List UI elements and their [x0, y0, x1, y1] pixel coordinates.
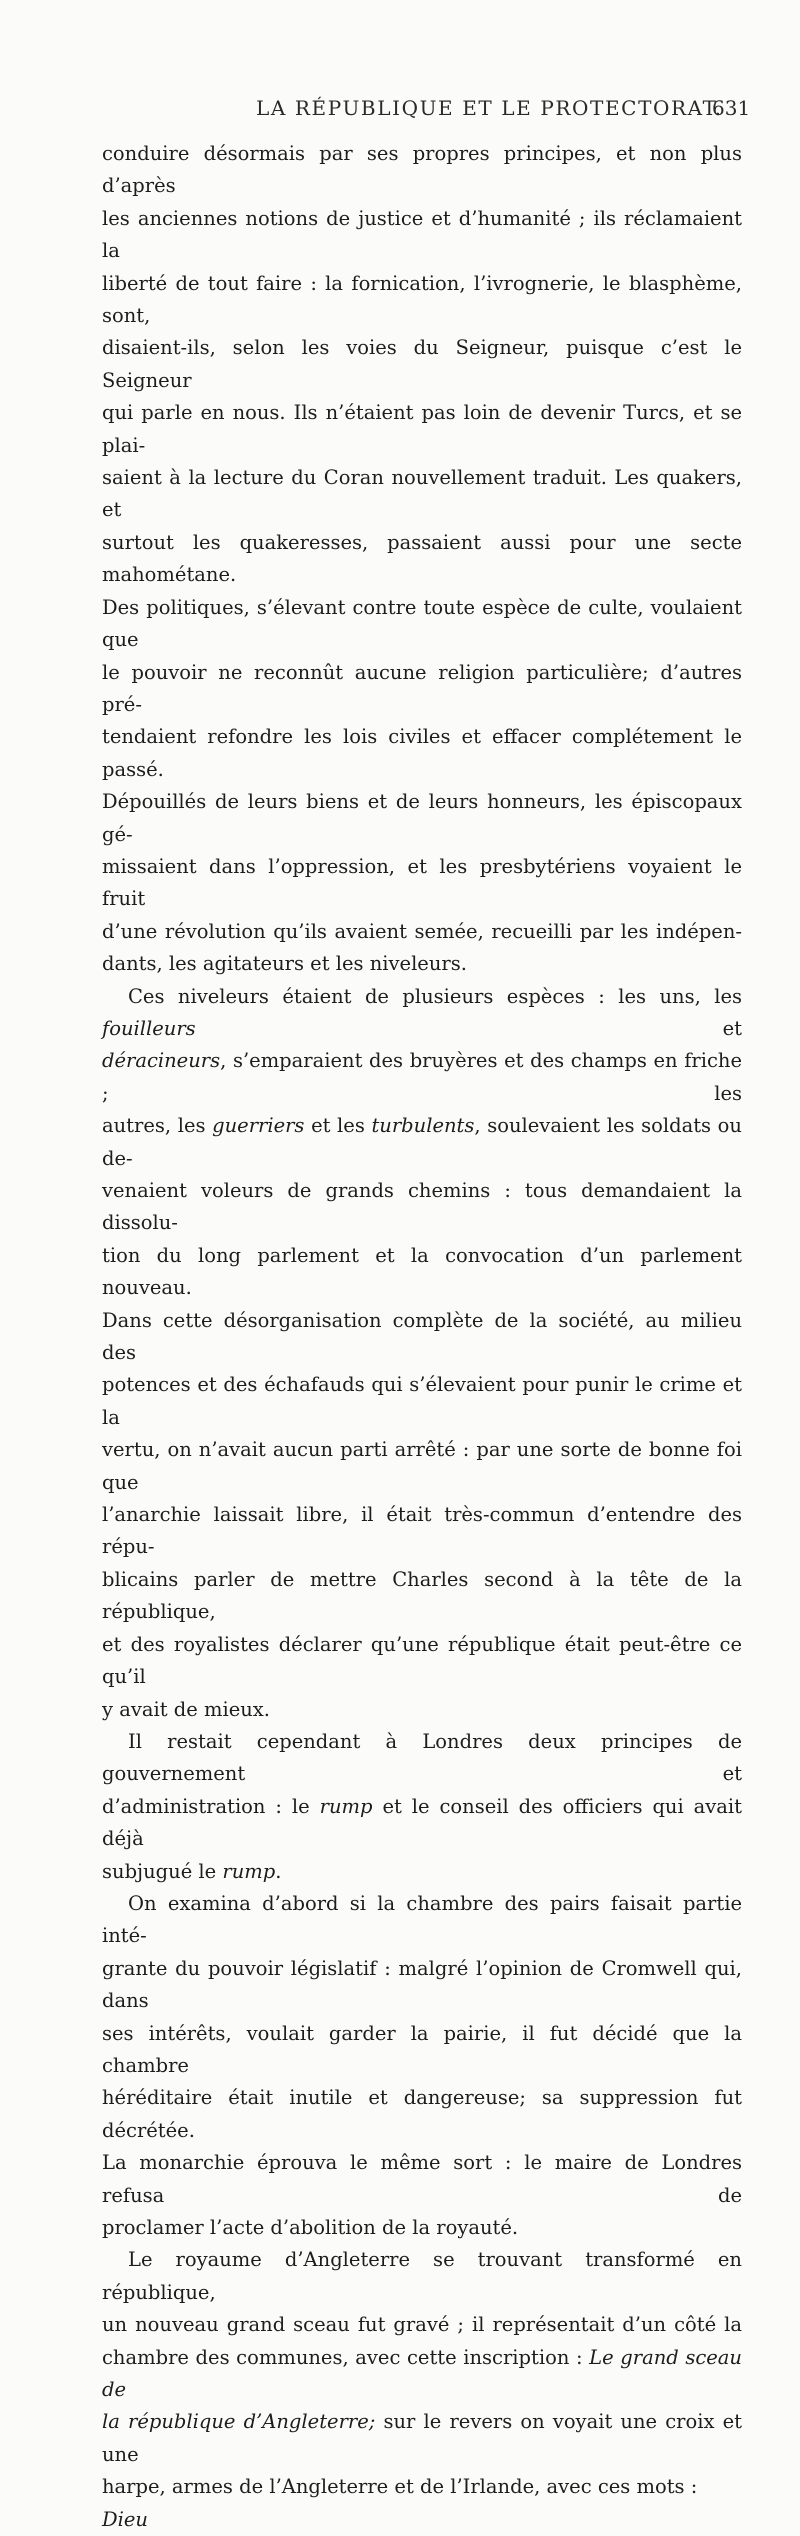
- text-run: harpe, armes de l’Angleterre et de l’Irlande, avec ces mots :: [102, 2475, 698, 2499]
- text-run: subjugué le: [102, 1859, 223, 1883]
- text-line: [102, 851, 742, 916]
- italic-text: déracineurs: [102, 1049, 221, 1073]
- text-line: [102, 981, 742, 1046]
- text-line: [102, 657, 742, 722]
- text-run: et les: [304, 1114, 372, 1138]
- text-line: [102, 786, 742, 851]
- text-line: [102, 721, 742, 786]
- italic-text: fouilleurs: [102, 1016, 196, 1040]
- text-line: [102, 1175, 742, 1240]
- text-line: [102, 1564, 742, 1629]
- text-run: proclamer l’acte d’abolition de la royauté.: [102, 2216, 519, 2239]
- text-run: autres, les: [102, 1114, 213, 1138]
- text-run: tendaient refondre les lois civiles et effacer complétement le passé.: [102, 725, 742, 781]
- text-line: [102, 2244, 742, 2309]
- text-run: Il restait cependant à Londres deux principes de gouvernement et: [102, 1729, 742, 1786]
- text-run: sur le revers on voyait une croix et une: [102, 2410, 742, 2466]
- text-run: d’une révolution qu’ils avaient semée, recueilli par les indépen-: [102, 919, 742, 943]
- text-line: [102, 203, 742, 268]
- italic-text: rump: [222, 1859, 276, 1883]
- text-line: [102, 527, 742, 592]
- text-run: Le royaume d’Angleterre se trouvant transformé en république,: [102, 2248, 742, 2304]
- text-line: [102, 1369, 742, 1434]
- italic-text: Dieu: [102, 2507, 148, 2531]
- text-line: [102, 2471, 742, 2536]
- text-run: liberté de tout faire : la fornication, l’ivrognerie, le blasphème, sont,: [102, 271, 742, 328]
- text-run: qui parle en nous. Ils n’étaient pas loin de devenir Turcs, et se plai-: [102, 401, 742, 457]
- page-number: 631: [712, 96, 751, 120]
- text-run: chambre des communes, avec cette inscription :: [102, 2345, 590, 2369]
- text-line: [102, 1888, 742, 1953]
- text-line: [102, 916, 742, 948]
- text-line: [102, 1726, 742, 1791]
- text-run: et: [195, 1016, 742, 1040]
- text-line: [102, 2018, 742, 2083]
- text-run: Dans cette désorganisation complète de la société, au milieu des: [102, 1308, 742, 1365]
- italic-text: Le grand sceau de: [102, 2345, 742, 2402]
- text-line: [102, 1499, 742, 1564]
- text-line: [102, 397, 742, 462]
- text-run: blicains parler de mettre Charles second à la tête de la république,: [102, 1567, 742, 1624]
- text-line: [102, 2147, 742, 2212]
- paragraph: [102, 981, 742, 1726]
- text-line: [102, 1240, 742, 1305]
- body-text: [102, 138, 742, 2536]
- text-run: les anciennes notions de justice et d’humanité ; ils réclamaient la: [102, 206, 742, 263]
- text-run: .: [275, 1859, 282, 1883]
- text-run: Des politiques, s’élevant contre toute espèce de culte, voulaient que: [102, 595, 742, 652]
- text-run: dants, les agitateurs et les niveleurs.: [102, 952, 467, 976]
- running-head: LA RÉPUBLIQUE ET LE PROTECTORAT.: [256, 96, 723, 120]
- text-line: [102, 332, 742, 397]
- text-run: le pouvoir ne reconnût aucune religion particulière; d’autres pré-: [102, 660, 742, 716]
- text-line: [102, 592, 742, 657]
- text-run: venaient voleurs de grands chemins : tous demandaient la dissolu-: [102, 1179, 742, 1235]
- text-run: missaient dans l’oppression, et les presbytériens voyaient le fruit: [102, 854, 742, 911]
- text-line: [102, 2342, 742, 2407]
- text-line: [102, 1045, 742, 1110]
- text-run: vertu, on n’avait aucun parti arrêté : par une sorte de bonne foi que: [102, 1438, 742, 1494]
- text-run: surtout les quakeresses, passaient aussi pour une secte mahométane.: [102, 530, 742, 587]
- text-run: , soulevaient les soldats ou de-: [102, 1114, 742, 1170]
- text-line: [102, 138, 742, 203]
- text-run: et des royalistes déclarer qu’une république était peut-être ce qu’il: [102, 1632, 742, 1689]
- text-run: conduire désormais par ses propres principes, et non plus d’après: [102, 142, 742, 198]
- text-line: [102, 2082, 742, 2147]
- text-line: [102, 1110, 742, 1175]
- text-run: saient à la lecture du Coran nouvellement traduit. Les quakers, et: [102, 466, 742, 522]
- text-line: [102, 1305, 742, 1370]
- text-run: y avait de mieux.: [102, 1697, 270, 1721]
- text-run: tion du long parlement et la convocation d’un parlement nouveau.: [102, 1243, 742, 1300]
- text-line: [102, 2406, 742, 2471]
- text-run: et le conseil des officiers qui avait déjà: [102, 1794, 742, 1851]
- text-line: [102, 268, 742, 333]
- text-run: héréditaire était inutile et dangereuse; sa suppression fut décrétée.: [102, 2086, 742, 2142]
- text-run: potences et des échafauds qui s’élevaient pour punir le crime et la: [102, 1373, 742, 1429]
- text-run: ses intérêts, voulait garder la pairie, il fut décidé que la chambre: [102, 2021, 742, 2077]
- text-line: [102, 1694, 742, 1726]
- text-run: Ces niveleurs étaient de plusieurs espèces : les uns, les: [128, 984, 742, 1008]
- text-run: La monarchie éprouva le même sort : le maire de Londres refusa de: [102, 2151, 742, 2207]
- italic-text: guerriers: [212, 1114, 305, 1138]
- paragraph: [102, 1726, 742, 1888]
- text-line: [102, 1434, 742, 1499]
- text-line: [102, 2309, 742, 2341]
- text-run: l’anarchie laissait libre, il était très-commun d’entendre des répu-: [102, 1503, 742, 1559]
- paragraph: [102, 1888, 742, 2244]
- text-line: [102, 948, 742, 980]
- text-run: d’administration : le: [102, 1794, 320, 1818]
- text-line: [102, 1953, 742, 2018]
- text-run: On examina d’abord si la chambre des pairs faisait partie inté-: [102, 1891, 742, 1948]
- text-line: [102, 462, 742, 527]
- text-line: [102, 1856, 742, 1888]
- text-run: Dépouillés de leurs biens et de leurs honneurs, les épiscopaux gé-: [102, 790, 742, 846]
- italic-text: la république d’Angleterre;: [102, 2410, 376, 2434]
- paragraph: [102, 2244, 742, 2536]
- text-line: [102, 1629, 742, 1694]
- italic-text: rump: [319, 1794, 373, 1818]
- text-run: grante du pouvoir législatif : malgré l’opinion de Cromwell qui, dans: [102, 1956, 742, 2013]
- text-run: disaient-ils, selon les voies du Seigneur, puisque c’est le Seigneur: [102, 336, 742, 392]
- paragraph: [102, 138, 742, 981]
- text-line: [102, 1791, 742, 1856]
- text-run: , s’emparaient des bruyères et des champs en friche ; les: [102, 1049, 742, 1105]
- text-line: [102, 2212, 742, 2244]
- text-run: un nouveau grand sceau fut gravé ; il représentait d’un côté la: [102, 2313, 742, 2337]
- italic-text: turbulents: [371, 1114, 475, 1138]
